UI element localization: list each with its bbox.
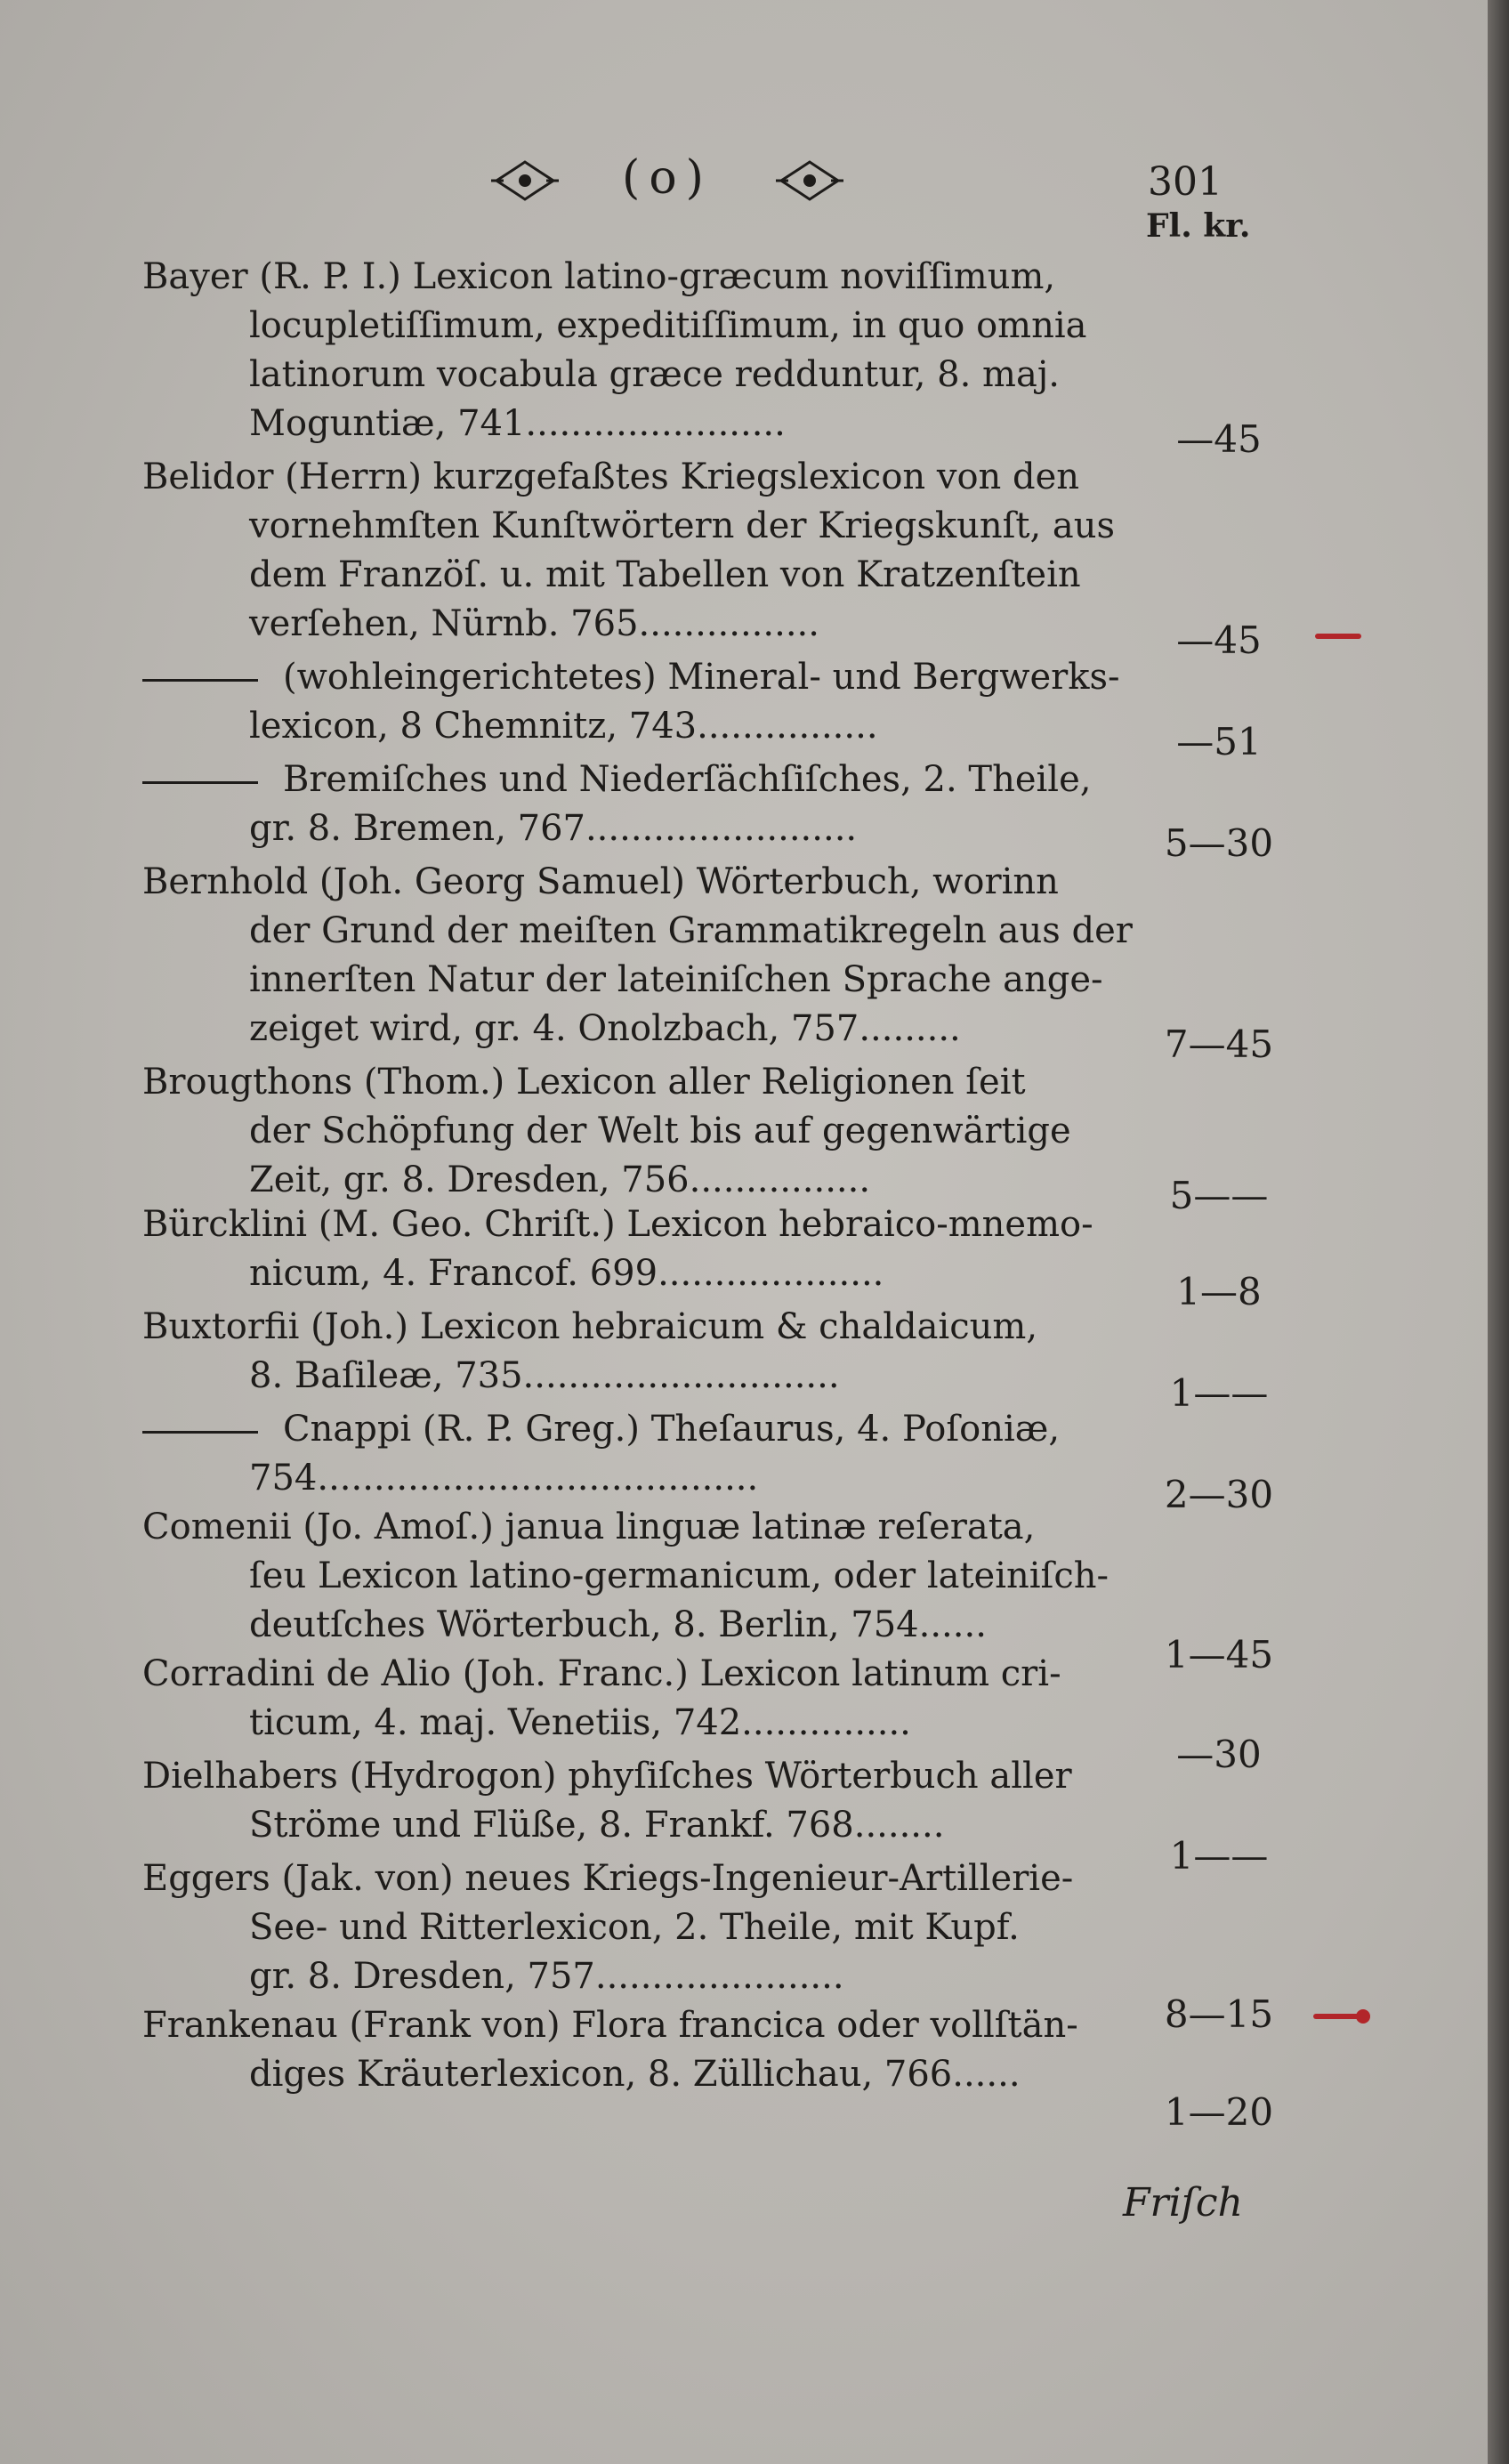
ornament-right-icon: [774, 158, 845, 203]
entry-line: innerſten Natur der lateiniſchen Sprache ange-: [249, 959, 1103, 1000]
entry-line: diges Kräuterlexicon, 8. Züllichau, 766......: [249, 2054, 1021, 2095]
entry-line-text: Cnappi (R. P. Greg.) Theſaurus, 4. Poſoniæ,: [283, 1409, 1061, 1450]
entry-line: Zeit, gr. 8. Dresden, 756................: [249, 1159, 871, 1200]
entry-line: ſeu Lexicon latino-germanicum, oder lateiniſch-: [249, 1555, 1110, 1596]
entry-line-text: Bremiſches und Niederſächſiſches, 2. Theile,: [283, 759, 1092, 800]
entry-price: —30: [1176, 1733, 1262, 1776]
entry-line: gr. 8. Dresden, 757......................: [249, 1956, 844, 1997]
entry-line: Eggers (Jak. von) neues Kriegs-Ingenieur-Artillerie-: [142, 1858, 1074, 1899]
entry-line: Brougthons (Thom.) Lexicon aller Religionen ſeit: [142, 1062, 1026, 1103]
ditto-dash: [142, 781, 258, 784]
entry-line: [142, 652, 1120, 702]
ditto-dash: [142, 679, 258, 682]
entry-price: 7—45: [1164, 1022, 1274, 1066]
entry-price: 1——: [1169, 1834, 1269, 1878]
entry-price: 1——: [1169, 1371, 1269, 1415]
header-mark: (o): [622, 151, 713, 205]
entry-line: See- und Ritterlexicon, 2. Theile, mit Kupf.: [249, 1907, 1020, 1948]
entry-line: vornehmſten Kunſtwörtern der Kriegskunſt, aus: [249, 505, 1116, 546]
entry-line: Belidor (Herrn) kurzgefaßtes Kriegslexicon von den: [142, 456, 1080, 497]
entry-line: der Schöpfung der Welt bis auf gegenwärtige: [249, 1111, 1071, 1151]
entry-line: Comenii (Jo. Amoſ.) janua linguæ latinæ reſerata,: [142, 1507, 1036, 1547]
book-edge: [1488, 0, 1509, 2464]
entry-price: 1—20: [1164, 2090, 1274, 2134]
entry-line: lexicon, 8 Chemnitz, 743................: [249, 706, 878, 747]
entry-line: latinorum vocabula græce redduntur, 8. maj.: [249, 354, 1060, 395]
entry-line: Dielhabers (Hydrogon) phyſiſches Wörterbuch aller: [142, 1756, 1072, 1797]
entry-line: ticum, 4. maj. Venetiis, 742...............: [249, 1702, 911, 1743]
entry-price: 8—15: [1164, 1992, 1274, 2036]
entry-line: Buxtorfii (Joh.) Lexicon hebraicum & chaldaicum,: [142, 1306, 1038, 1347]
entry-line: Bernhold (Joh. Georg Samuel) Wörterbuch, worinn: [142, 861, 1059, 902]
entry-price: 5——: [1169, 1174, 1269, 1217]
entry-line: Moguntiæ, 741.......................: [249, 403, 786, 444]
ditto-dash: [142, 1431, 258, 1434]
entry-line: verſehen, Nürnb. 765................: [249, 603, 819, 644]
page-header: [489, 149, 845, 212]
entry-line: Bayer (R. P. I.) Lexicon latino-græcum noviſſimum,: [142, 256, 1056, 297]
catchword: Friſch: [1123, 2180, 1243, 2226]
ornament-left-icon: [489, 158, 561, 203]
entry-line: [142, 1404, 1060, 1454]
entry-line: gr. 8. Bremen, 767........................: [249, 808, 858, 849]
entry-line: locupletiſſimum, expeditiſſimum, in quo omnia: [249, 305, 1087, 346]
red-pencil-mark: [1313, 2014, 1363, 2019]
entry-line-text: (wohleingerichtetes) Mineral- und Bergwerks-: [283, 657, 1120, 698]
entry-price: —45: [1176, 618, 1262, 662]
entry-line: deutſches Wörterbuch, 8. Berlin, 754......: [249, 1604, 987, 1645]
currency-header: Fl. kr.: [1146, 207, 1251, 245]
entry-line: dem Franzöſ. u. mit Tabellen von Kratzenſtein: [249, 554, 1081, 595]
entry-line: [142, 755, 1091, 804]
entry-line: Bürcklini (M. Geo. Chriſt.) Lexicon hebraico-mnemo-: [142, 1204, 1093, 1245]
entry-line: 754.......................................: [249, 1458, 759, 1499]
entry-price: 5—30: [1164, 821, 1274, 865]
entry-line: der Grund der meiſten Grammatikregeln aus der: [249, 910, 1133, 951]
entry-line: 8. Baſileæ, 735............................: [249, 1355, 840, 1396]
entry-line: Corradini de Alio (Joh. Franc.) Lexicon latinum cri-: [142, 1653, 1061, 1694]
page-number: 301: [1148, 159, 1223, 205]
entry-line: zeiget wird, gr. 4. Onolzbach, 757.........: [249, 1008, 961, 1049]
entry-price: 1—45: [1164, 1633, 1274, 1676]
entry-line: Ströme und Flüße, 8. Frankf. 768........: [249, 1805, 945, 1846]
entry-line: nicum, 4. Francof. 699....................: [249, 1253, 884, 1294]
red-pencil-mark: [1315, 634, 1361, 639]
entry-price: —51: [1176, 720, 1262, 763]
entry-line: Frankenau (Frank von) Flora francica oder vollſtän-: [142, 2005, 1078, 2046]
entry-price: 1—8: [1176, 1270, 1262, 1313]
entry-price: —45: [1176, 417, 1262, 461]
entry-price: 2—30: [1164, 1473, 1274, 1516]
